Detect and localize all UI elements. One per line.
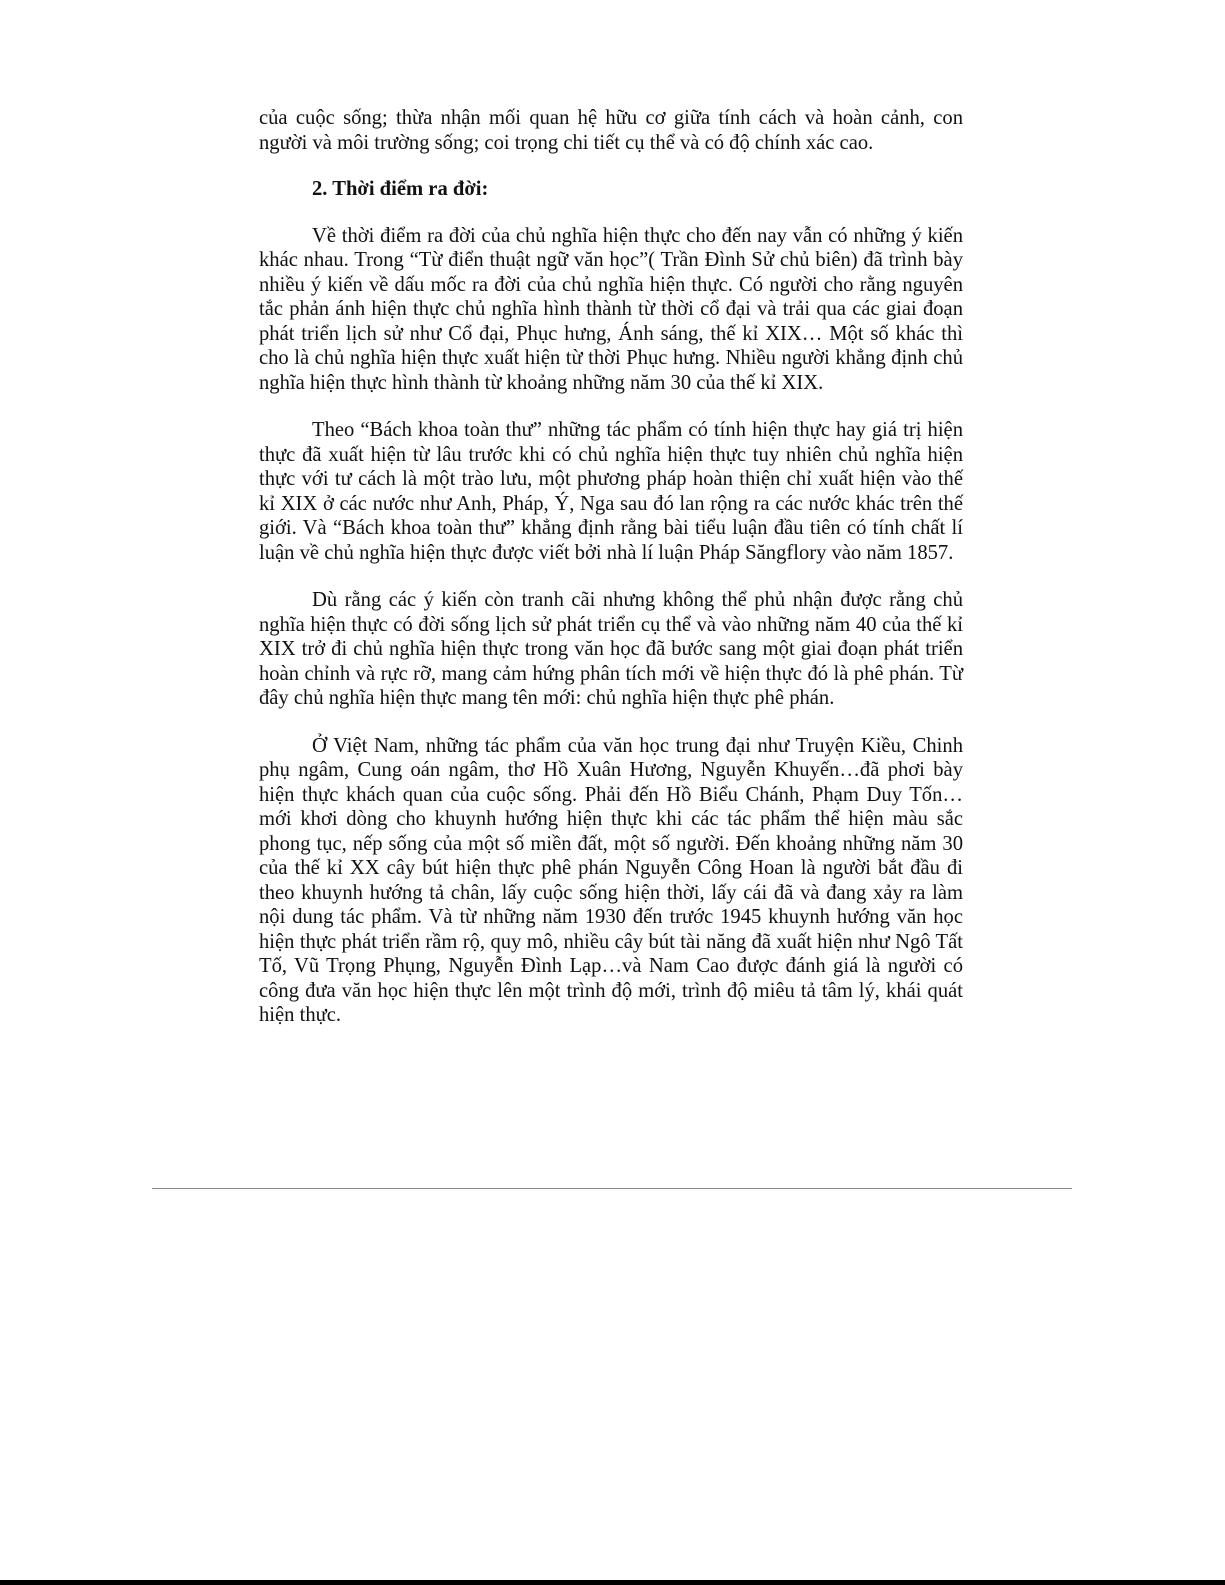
paragraph-critical-realism: Dù rằng các ý kiến còn tranh cãi nhưng không thể phủ nhận được rằng chủ nghĩa hiện thực có đời sống lịch sử phát triển cụ thể và vào những năm 40 của thế kỉ XIX trở đi chủ nghĩa hiện thực trong văn học đã bước sang một giai đoạn phát triển hoàn chỉnh và rực rỡ, mang cảm hứng phân tích mới về hiện thực đó là phê phán. Từ đây chủ nghĩa hiện thực mang tên mới: chủ nghĩa hiện thực phê phán. bbox=[259, 589, 963, 709]
paragraph-origin-opinions: Về thời điểm ra đời của chủ nghĩa hiện thực cho đến nay vẫn có những ý kiến khác nhau. Trong “Từ điển thuật ngữ văn học”( Trần Đình Sử chủ biên) đã trình bày nhiều ý kiến về dấu mốc ra đời của chủ nghĩa hiện thực. Có người cho rằng nguyên tắc phản ánh hiện thực chủ nghĩa hình thành từ thời cổ đại và trải qua các giai đoạn phát triển lịch sử như Cổ đại, Phục hưng, Ánh sáng, thế kỉ XIX… Một số khác thì cho là chủ nghĩa hiện thực xuất hiện từ thời Phục hưng. Nhiều người khẳng định chủ nghĩa hiện thực hình thành từ khoảng những năm 30 của thế kỉ XIX. bbox=[259, 224, 963, 394]
intro-paragraph: của cuộc sống; thừa nhận mối quan hệ hữu cơ giữa tính cách và hoàn cảnh, con người và môi trường sống; coi trọng chi tiết cụ thể và có độ chính xác cao. bbox=[259, 107, 963, 154]
section-heading: 2. Thời điểm ra đời: bbox=[312, 178, 489, 200]
spacer bbox=[259, 202, 963, 224]
paragraph-vietnam: Ở Việt Nam, những tác phẩm của văn học trung đại như Truyện Kiều, Chinh phụ ngâm, Cung oán ngâm, thơ Hồ Xuân Hương, Nguyễn Khuyến…đã phơi bày hiện thực khách quan của cuộc sống. Phải đến Hồ Biểu Chánh, Phạm Duy Tốn… mới khơi dòng cho khuynh hướng hiện thực khi các tác phẩm thể hiện màu sắc phong tục, nếp sống của một số miền đất, một số người. Đến khoảng những năm 30 của thế kỉ XX cây bút hiện thực phê phán Nguyễn Công Hoan là người bắt đầu đi theo khuynh hướng tả chân, lấy cuộc sống hiện thời, lấy cái đã và đang xảy ra làm nội dung tác phẩm. Và từ những năm 1930 đến trước 1945 khuynh hướng văn học hiện thực phát triển rầm rộ, quy mô, nhiều cây bút tài năng đã xuất hiện như Ngô Tất Tố, Vũ Trọng Phụng, Nguyễn Đình Lạp…và Nam Cao được đánh giá là người có công đưa văn học hiện thực lên một trình độ mới, trình độ miêu tả tâm lý, khái quát hiện thực. bbox=[259, 734, 963, 1026]
page-bottom-edge bbox=[0, 1580, 1225, 1585]
spacer bbox=[259, 155, 963, 177]
spacer bbox=[259, 711, 963, 734]
spacer bbox=[259, 395, 963, 418]
document-page-body bbox=[259, 106, 963, 1028]
spacer bbox=[259, 565, 963, 588]
page-divider bbox=[152, 1188, 1072, 1189]
paragraph-encyclopedia: Theo “Bách khoa toàn thư” những tác phẩm có tính hiện thực hay giá trị hiện thực đã xuất hiện từ lâu trước khi có chủ nghĩa hiện thực tuy nhiên chủ nghĩa hiện thực với tư cách là một trào lưu, một phương pháp hoàn thiện chỉ xuất hiện vào thế kỉ XIX ở các nước như Anh, Pháp, Ý, Nga sau đó lan rộng ra các nước khác trên thế giới. Và “Bách khoa toàn thư” khẳng định rằng bài tiểu luận đầu tiên có tính chất lí luận về chủ nghĩa hiện thực được viết bởi nhà lí luận Pháp Săngflory vào năm 1857. bbox=[259, 419, 963, 564]
